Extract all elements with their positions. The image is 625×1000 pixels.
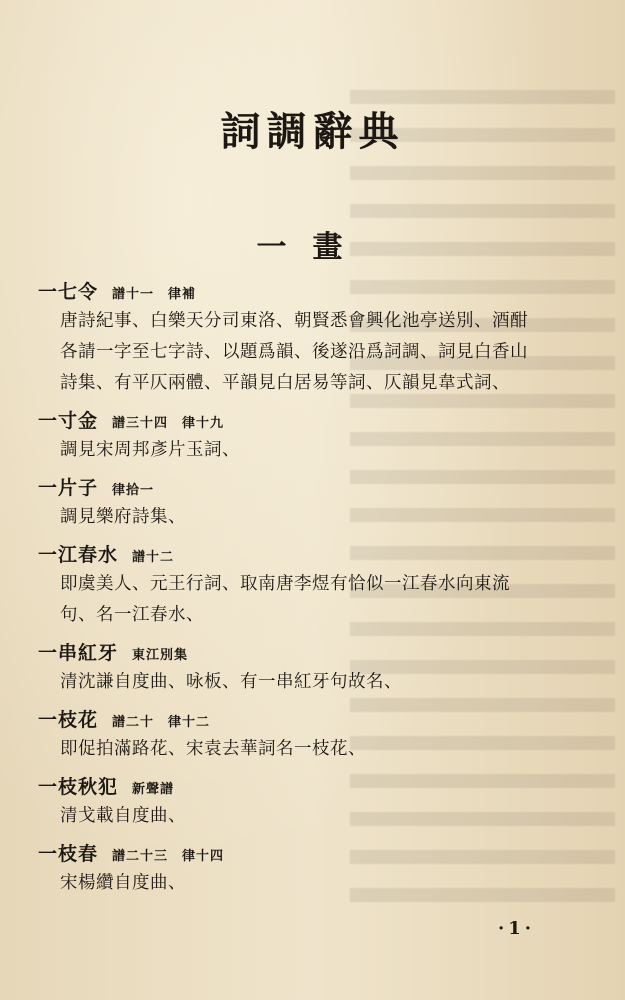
dictionary-entry bbox=[38, 840, 593, 899]
entry-headword: 一枝春 bbox=[38, 843, 99, 865]
entry-reference: 譜十一 bbox=[112, 287, 155, 302]
entry-reference: 譜三十四 bbox=[112, 416, 169, 431]
entry-reference: 律十九 bbox=[182, 416, 225, 431]
dictionary-entry bbox=[38, 278, 593, 399]
entry-reference: 譜十二 bbox=[132, 550, 175, 565]
entry-text: 宋楊纘自度曲、 bbox=[60, 873, 186, 893]
entry-head bbox=[38, 639, 593, 667]
entry-head bbox=[38, 840, 593, 868]
entry-headword: 一寸金 bbox=[38, 410, 99, 432]
entry-head bbox=[38, 706, 593, 734]
entry-reference: 譜二十三 bbox=[112, 849, 169, 864]
entry-headword: 一枝秋犯 bbox=[38, 776, 119, 798]
entry-headword: 一江春水 bbox=[38, 544, 119, 566]
entry-head bbox=[38, 773, 593, 801]
entry-text: 即虞美人、元王行詞、取南唐李煜有恰似一江春水向東流 bbox=[60, 574, 510, 594]
entry-headword: 一枝花 bbox=[38, 709, 99, 731]
page-title: 詞調辭典 bbox=[220, 108, 405, 155]
dictionary-entry bbox=[38, 639, 593, 698]
dictionary-entry bbox=[38, 474, 593, 533]
entry-text: 唐詩紀事、白樂天分司東洛、朝賢悉會興化池亭送別、酒酣 bbox=[60, 311, 528, 331]
entry-text: 詩集、有平仄兩體、平韻見白居易等詞、仄韻見韋式詞、 bbox=[60, 373, 510, 393]
entry-headword: 一片子 bbox=[38, 477, 99, 499]
entry-text: 調見宋周邦彥片玉詞、 bbox=[60, 440, 240, 460]
entry-headword: 一七令 bbox=[38, 281, 99, 303]
entry-head bbox=[38, 474, 593, 502]
entry-head bbox=[38, 407, 593, 435]
entry-head bbox=[38, 278, 593, 306]
entry-text: 清沈謙自度曲、咏板、有一串紅牙句故名、 bbox=[60, 672, 402, 692]
entry-reference: 東江別集 bbox=[132, 648, 189, 663]
dictionary-entry bbox=[38, 706, 593, 765]
page-number: ·1· bbox=[498, 918, 536, 939]
entry-reference: 律補 bbox=[168, 287, 197, 302]
entry-text: 調見樂府詩集、 bbox=[60, 507, 186, 527]
dictionary-entry bbox=[38, 407, 593, 466]
dictionary-entry bbox=[38, 541, 593, 631]
dictionary-entry bbox=[38, 773, 593, 832]
entry-reference: 律十四 bbox=[182, 849, 225, 864]
entry-text: 即促拍滿路花、宋袁去華詞名一枝花、 bbox=[60, 739, 366, 759]
entry-text: 各請一字至七字詩、以題爲韻、後遂沿爲詞調、詞見白香山 bbox=[60, 342, 528, 362]
section-heading: 一畫 bbox=[256, 230, 369, 265]
entry-head bbox=[38, 541, 593, 569]
entry-text: 句、名一江春水、 bbox=[60, 605, 204, 625]
entry-text: 清戈載自度曲、 bbox=[60, 806, 186, 826]
entry-reference: 律拾一 bbox=[112, 483, 155, 498]
entry-reference: 律十二 bbox=[168, 715, 211, 730]
entry-reference: 新聲譜 bbox=[132, 782, 175, 797]
entry-list bbox=[38, 278, 593, 899]
entry-reference: 譜二十 bbox=[112, 715, 155, 730]
entry-headword: 一串紅牙 bbox=[38, 642, 119, 664]
